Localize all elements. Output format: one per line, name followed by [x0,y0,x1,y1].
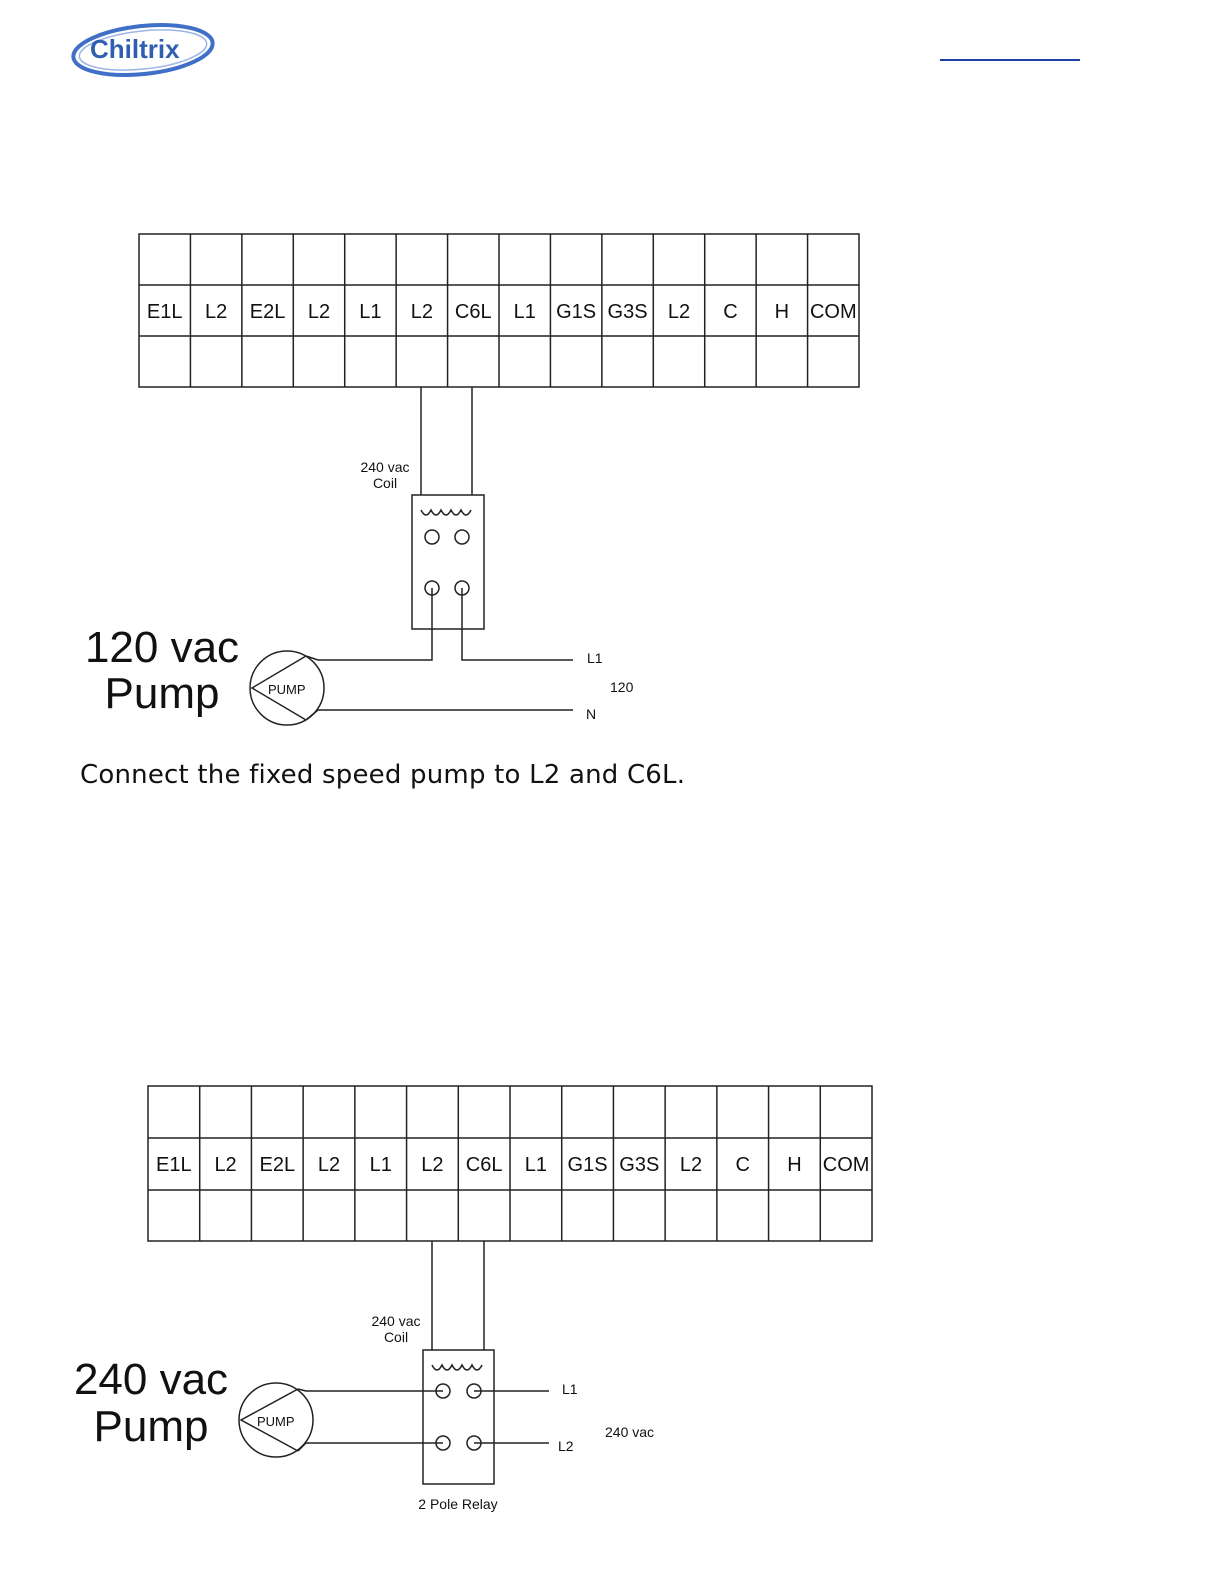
terminal-label: G1S [567,1154,608,1176]
voltage-label: 240 vac [605,1424,655,1440]
terminal-label: COM [822,1154,870,1176]
terminal-label: L1 [524,1154,547,1176]
relay-label: 2 Pole Relay [418,1496,498,1512]
logo-text: Chiltrix [90,34,180,64]
line-n-label: N [586,706,597,722]
coil-symbol [421,510,471,515]
terminal-label: L2 [317,1154,341,1176]
coil-label-voltage: 240 vac [360,459,410,475]
terminal-label: G3S [607,301,648,323]
line-l1-label: L1 [562,1381,578,1397]
terminal-label: L2 [410,301,433,323]
terminal-label: E2L [249,301,286,323]
pump-icon [239,1383,313,1457]
terminal-block [139,234,859,387]
terminal-label: L2 [667,301,691,323]
terminal-label: E2L [259,1154,296,1176]
wire-l1 [462,588,573,660]
chiltrix-logo [70,20,220,82]
terminal-label: L1 [359,301,382,323]
terminal-label: L2 [679,1154,703,1176]
terminal-label: L2 [421,1154,444,1176]
wire-pump-hot [318,588,432,660]
relay [412,495,484,629]
terminal-label: C6L [465,1154,503,1176]
pump-title-line1: 120 vac [84,623,240,672]
diagram-240vac-svg [0,1075,1224,1535]
terminal-label: L1 [513,301,536,323]
terminal-block [148,1086,872,1241]
pump-title-line2: Pump [93,1402,209,1451]
terminal-label: C6L [454,301,492,323]
terminal-label: H [787,1154,802,1176]
terminal-label: C [735,1154,750,1176]
terminal-label: G3S [619,1154,660,1176]
terminal-label: L2 [205,301,228,323]
terminal-label: E1L [156,1154,192,1176]
terminal-label: G1S [556,301,597,323]
line-l1-label: L1 [587,650,603,666]
pump-icon [250,651,324,725]
terminal-label: COM [809,301,857,323]
terminal-label: L2 [307,301,331,323]
pump-tag: PUMP [268,682,306,697]
coil-symbol [432,1365,482,1370]
diagram-120vac-svg [0,220,1224,740]
pump-title-line2: Pump [104,669,220,718]
terminal-label: E1L [146,301,183,323]
terminal-label: L2 [214,1154,237,1176]
pump-tag: PUMP [257,1414,295,1429]
terminal-label: H [774,301,790,323]
coil-label: Coil [383,1329,409,1345]
logo-graphic [70,20,220,82]
terminal-label: L1 [369,1154,392,1176]
coil-label: Coil [372,475,398,491]
wiring-diagram-240vac [0,1075,1224,1535]
terminal-label: C [723,301,738,323]
wiring-diagram-120vac [0,220,1224,740]
instruction-text: Connect the fixed speed pump to L2 and C6L. [80,760,686,790]
line-l2-label: L2 [558,1438,574,1454]
pump-title-line1: 240 vac [73,1355,229,1404]
relay [423,1350,494,1484]
coil-label-voltage: 240 vac [371,1313,421,1329]
voltage-label: 120 [610,679,634,695]
header-link-underline[interactable] [940,59,1080,61]
